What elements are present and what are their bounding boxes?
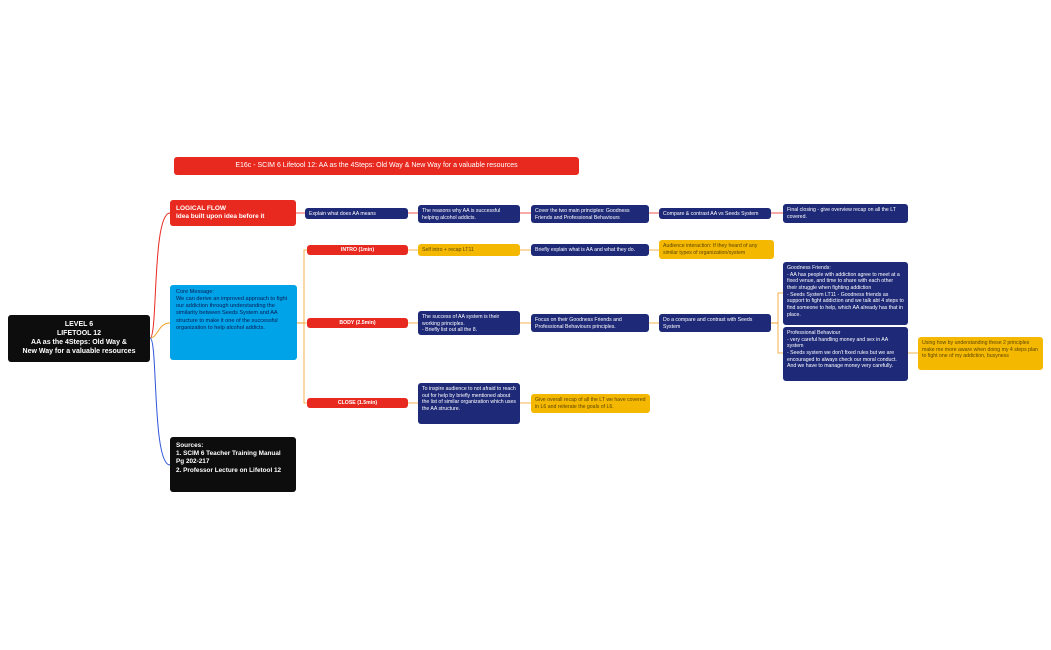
logical-flow-topic[interactable]: LOGICAL FLOW Idea built upon idea before it (170, 200, 296, 226)
body-step-1[interactable]: The success of AA system is their working principles. - Briefly list out all the 8. (418, 311, 520, 335)
central-topic[interactable]: LEVEL 6 LIFETOOL 12 AA as the 4Steps: Old Way & New Way for a valuable resources (8, 315, 150, 362)
flow-step-5[interactable]: Final closing - give overview recap on all the LT covered. (783, 204, 908, 223)
link-core-close (297, 323, 307, 403)
link-central-sources (150, 338, 170, 465)
flow-step-4[interactable]: Compare & contrast AA vs Seeds System (659, 208, 771, 219)
link-body-professional (771, 323, 783, 353)
map-title[interactable]: E16c - SCIM 6 Lifetool 12: AA as the 4Steps: Old Way & New Way for a valuable resources (174, 157, 579, 175)
body-note[interactable]: Using how by understanding these 2 principles make me more aware when doing my 4 steps plan to fight one of my addiction, busyness (918, 337, 1043, 370)
sources-topic[interactable]: Sources: 1. SCIM 6 Teacher Training Manual Pg 202-217 2. Professor Lecture on Lifetool 12 (170, 437, 296, 492)
intro-step-2[interactable]: Briefly explain what is AA and what they do. (531, 244, 649, 256)
close-section[interactable]: CLOSE (1.5min) (307, 398, 408, 408)
link-core-intro (297, 250, 307, 323)
close-step-1[interactable]: To inspire audience to not afraid to reach out for help by briefly mentioned about the list of similar organization which uses the AA structure. (418, 383, 520, 424)
flow-step-1[interactable]: Explain what does AA means (305, 208, 408, 219)
intro-step-3[interactable]: Audience interaction: If they heard of any similar types of organization/system (659, 240, 774, 259)
close-step-2[interactable]: Give overall recap of all the LT we have covered in L6 and reiterate the goals of L6. (531, 394, 650, 413)
professional-behaviour-detail[interactable]: Professional Behaviour - very careful handling money and sex in AA system - Seeds system we don't fixed rules but we are encouraged to always check our moral conduct. And we have to manage money very carefully. (783, 327, 908, 381)
goodness-friends-detail[interactable]: Goodness Friends: - AA has people with addiction agree to meet at a fixed venue, and time to share with each other their struggle when fighting addiction - Seeds System LT11 - Goodness friends as support to fight addiction and we talk abt 4 steps to find someone to help, which AA already has that in place. (783, 262, 908, 325)
intro-step-1[interactable]: Self intro + recap LT11 (418, 244, 520, 256)
intro-section[interactable]: INTRO (1min) (307, 245, 408, 255)
link-central-logical-flow (150, 213, 170, 338)
link-body-goodness (771, 293, 783, 323)
body-step-2[interactable]: Focus on their Goodness Friends and Professional Behaviours principles. (531, 314, 649, 332)
flow-step-3[interactable]: Cover the two main principles: Goodness Friends and Professional Behaviours (531, 205, 649, 223)
flow-step-2[interactable]: The reasons why AA is successful helping alcohol addicts. (418, 205, 520, 223)
body-step-3[interactable]: Do a compare and contrast with Seeds System (659, 314, 771, 332)
core-message-topic[interactable]: Core Message: We can derive an improved approach to fight our addiction through understanding the similarity between Seeds System and AA structure to make it one of the successful organization to help alcohol addicts. (170, 285, 297, 360)
body-section[interactable]: BODY (2.5min) (307, 318, 408, 328)
